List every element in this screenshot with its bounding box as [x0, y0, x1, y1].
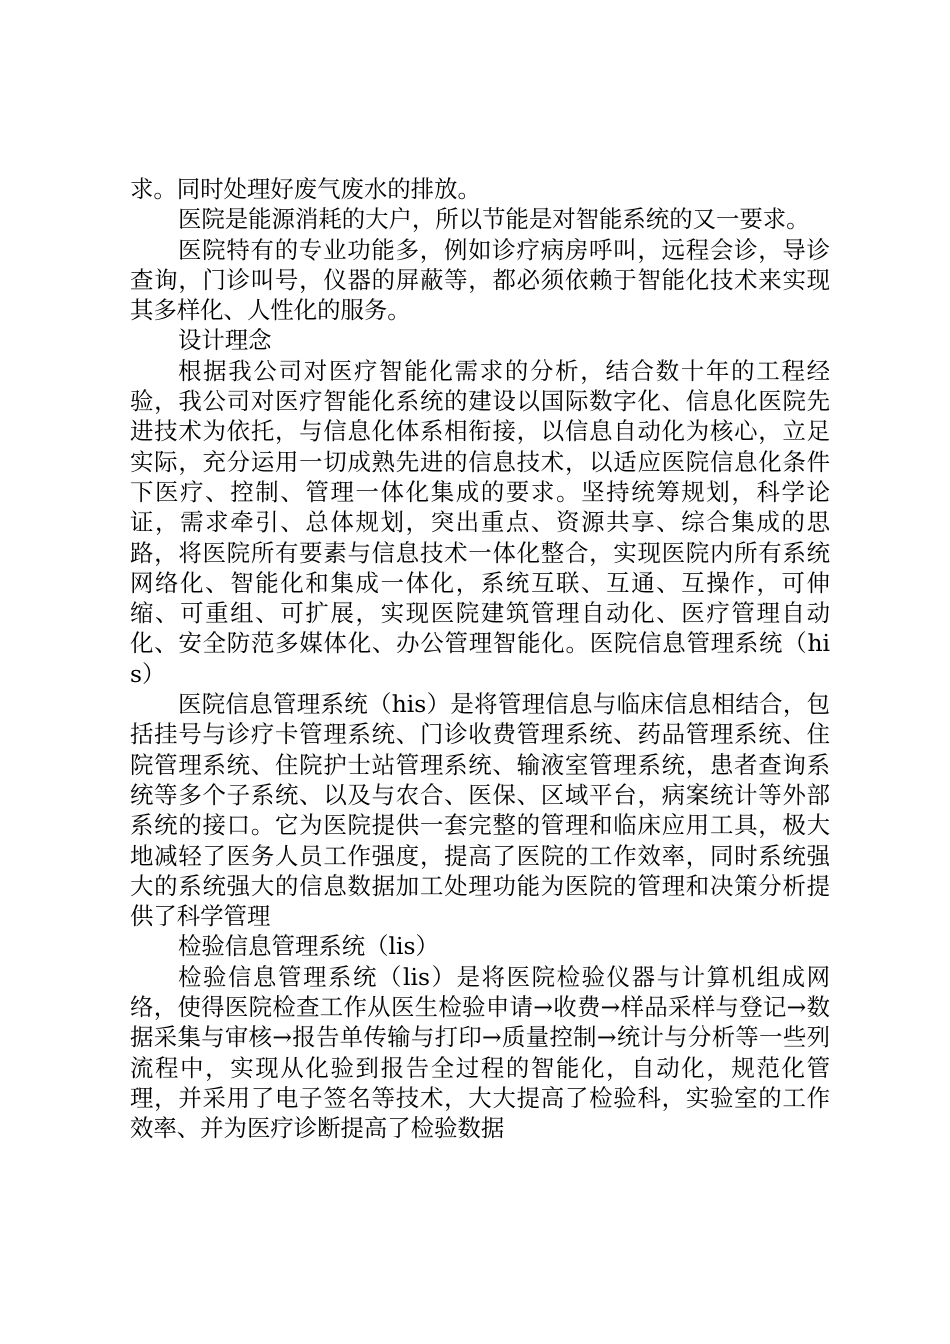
paragraph-continuation: 求。同时处理好废气废水的排放。 — [130, 175, 481, 203]
paragraph-energy-saving: 医院是能源消耗的大户，所以节能是对智能系统的又一要求。 — [178, 205, 810, 234]
section-heading-lis: 检验信息管理系统（lis） — [178, 932, 439, 961]
paragraph-special-functions: 医院特有的专业功能多，例如诊疗病房呼叫，远程会诊，导诊查询，门诊叫号，仪器的屏蔽等，都必须依赖于智能化技术来实现其多样化、人性化的服务。 — [130, 235, 830, 325]
paragraph-lis-system: 检验信息管理系统（lis）是将医院检验仪器与计算机组成网络，使得医院检查工作从医生检验申请→收费→样品采样与登记→数据采集与审核→报告单传输与打印→质量控制→统计与分析等一些列流程中，实现从化验到报告全过程的智能化，自动化，规范化管理，并采用了电子签名等技术，大大提高了检验科，实验室的工作效率、并为医疗诊断提高了检验数据 — [130, 962, 830, 1143]
section-heading-design-concept: 设计理念 — [178, 326, 272, 355]
paragraph-his-system: 医院信息管理系统（his）是将管理信息与临床信息相结合，包括挂号与诊疗卡管理系统、门诊收费管理系统、药品管理系统、住院管理系统、住院护士站管理系统、输液室管理系统，患者查询系统等多个子系统、以及与农合、医保、区域平台，病案统计等外部系统的接口。它为医院提供一套完整的管理和临床应用工具，极大地减轻了医务人员工作强度，提高了医院的工作效率，同时系统强大的系统强大的信息数据加工处理功能为医院的管理和决策分析提供了科学管理 — [130, 690, 830, 931]
document-page — [130, 174, 830, 1144]
paragraph-design-concept: 根据我公司对医疗智能化需求的分析，结合数十年的工程经验，我公司对医疗智能化系统的建设以国际数字化、信息化医院先进技术为依托，与信息化体系相衔接，以信息自动化为核心，立足实际，充分运用一切成熟先进的信息技术，以适应医院信息化条件下医疗、控制、管理一体化集成的要求。坚持统筹规划，科学论证，需求牵引、总体规划，突出重点、资源共享、综合集成的思路，将医院所有要素与信息技术一体化整合，实现医院内所有系统网络化、智能化和集成一体化，系统互联、互通、互操作，可伸缩、可重组、可扩展，实现医院建筑管理自动化、医疗管理自动化、安全防范多媒体化、办公管理智能化。医院信息管理系统（his） — [130, 356, 830, 688]
